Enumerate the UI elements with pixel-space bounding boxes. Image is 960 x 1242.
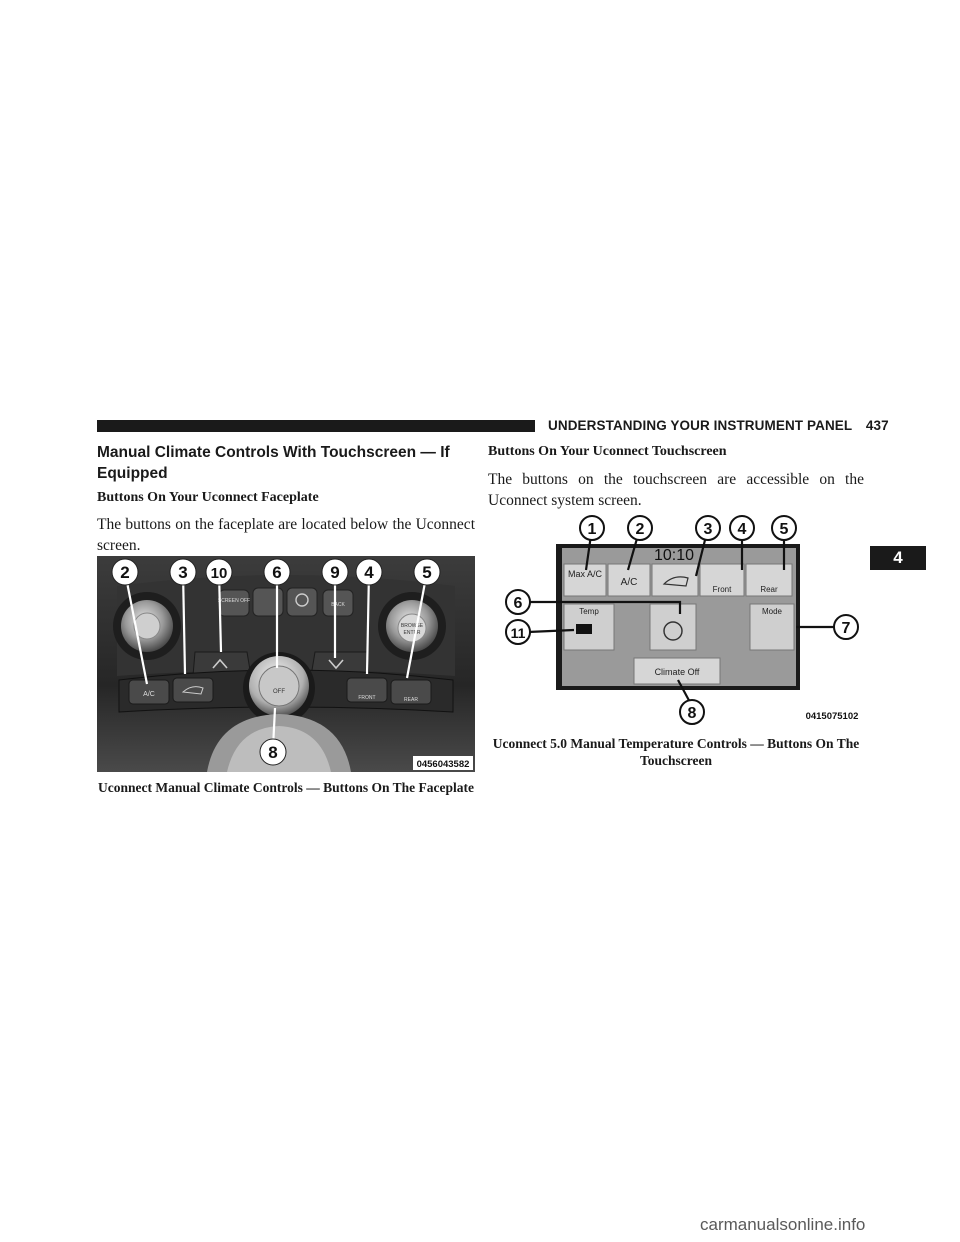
max-ac-label: Max A/C (567, 569, 603, 579)
svg-text:3: 3 (703, 521, 713, 538)
off-label: OFF (273, 689, 285, 695)
climate-off-label: Climate Off (654, 667, 700, 677)
svg-text:10: 10 (210, 565, 228, 582)
ac-screen-label: A/C (620, 577, 638, 588)
faceplate-figure (97, 556, 475, 772)
touchscreen-image-id: 0415075102 (805, 711, 859, 722)
svg-text:3: 3 (178, 563, 188, 582)
temp-label: Temp (579, 607, 599, 616)
svg-text:4: 4 (364, 563, 374, 582)
callout-10 (206, 559, 232, 585)
svg-text:7: 7 (841, 620, 851, 637)
ts-callout-3 (696, 516, 720, 540)
section-heading: Manual Climate Controls With Touchscreen — If Equipped (97, 444, 450, 482)
page-number: 437 (865, 418, 889, 433)
back-label: BACK (331, 602, 345, 608)
svg-text:8: 8 (687, 705, 697, 722)
svg-text:1: 1 (587, 521, 597, 538)
callout-4 (356, 559, 382, 585)
svg-text:2: 2 (120, 563, 130, 582)
rear-label: REAR (404, 697, 418, 703)
callout-9 (322, 559, 348, 585)
touchscreen-subheading: Buttons On Your Uconnect Touchscreen (488, 444, 727, 459)
screen-off-label: SCREEN OFF (217, 598, 251, 604)
svg-text:11: 11 (510, 625, 526, 641)
rear-screen-label: Rear (760, 585, 778, 594)
mode-label: Mode (761, 607, 783, 616)
ac-label: A/C (143, 691, 155, 698)
ts-callout-8 (680, 700, 704, 724)
browse-label: BROWSE (400, 623, 424, 629)
ts-callout-4 (730, 516, 754, 540)
faceplate-subheading: Buttons On Your Uconnect Faceplate (97, 490, 319, 505)
header-rule (97, 420, 535, 432)
svg-text:2: 2 (635, 521, 645, 538)
faceplate-paragraph: The buttons on the faceplate are located below the Uconnect screen. (97, 516, 475, 554)
ts-callout-11 (506, 620, 530, 644)
ts-callout-6 (506, 590, 530, 614)
running-header (548, 418, 889, 433)
touchscreen-figure (500, 510, 870, 732)
faceplate-image-id: 0456043582 (416, 759, 470, 770)
callout-8 (260, 739, 286, 765)
chapter-tab: 4 (870, 546, 926, 570)
svg-text:6: 6 (513, 595, 523, 612)
front-label: FRONT (358, 695, 376, 701)
svg-text:8: 8 (268, 743, 278, 762)
svg-text:6: 6 (272, 563, 282, 582)
header-section: UNDERSTANDING YOUR INSTRUMENT PANEL (548, 418, 853, 433)
callout-2 (112, 559, 138, 585)
ts-callout-7 (834, 615, 858, 639)
clock: 10:10 (653, 547, 695, 564)
callout-5 (414, 559, 440, 585)
touchscreen-paragraph: The buttons on the touchscreen are accessible on the Uconnect system screen. (488, 471, 864, 509)
front-screen-label: Front (712, 585, 732, 594)
enter-label: ENTER (403, 630, 421, 636)
callout-3 (170, 559, 196, 585)
svg-text:4: 4 (737, 521, 747, 538)
svg-text:5: 5 (779, 521, 789, 538)
ts-callout-2 (628, 516, 652, 540)
touchscreen-caption: Uconnect 5.0 Manual Temperature Controls — Buttons On The Touchscreen (492, 736, 860, 768)
faceplate-caption: Uconnect Manual Climate Controls — Buttons On The Faceplate (98, 780, 474, 795)
ts-callout-5 (772, 516, 796, 540)
callout-6 (264, 559, 290, 585)
svg-text:5: 5 (422, 563, 432, 582)
ts-callout-1 (580, 516, 604, 540)
watermark: carmanualsonline.info (700, 1215, 866, 1234)
svg-text:9: 9 (330, 563, 340, 582)
